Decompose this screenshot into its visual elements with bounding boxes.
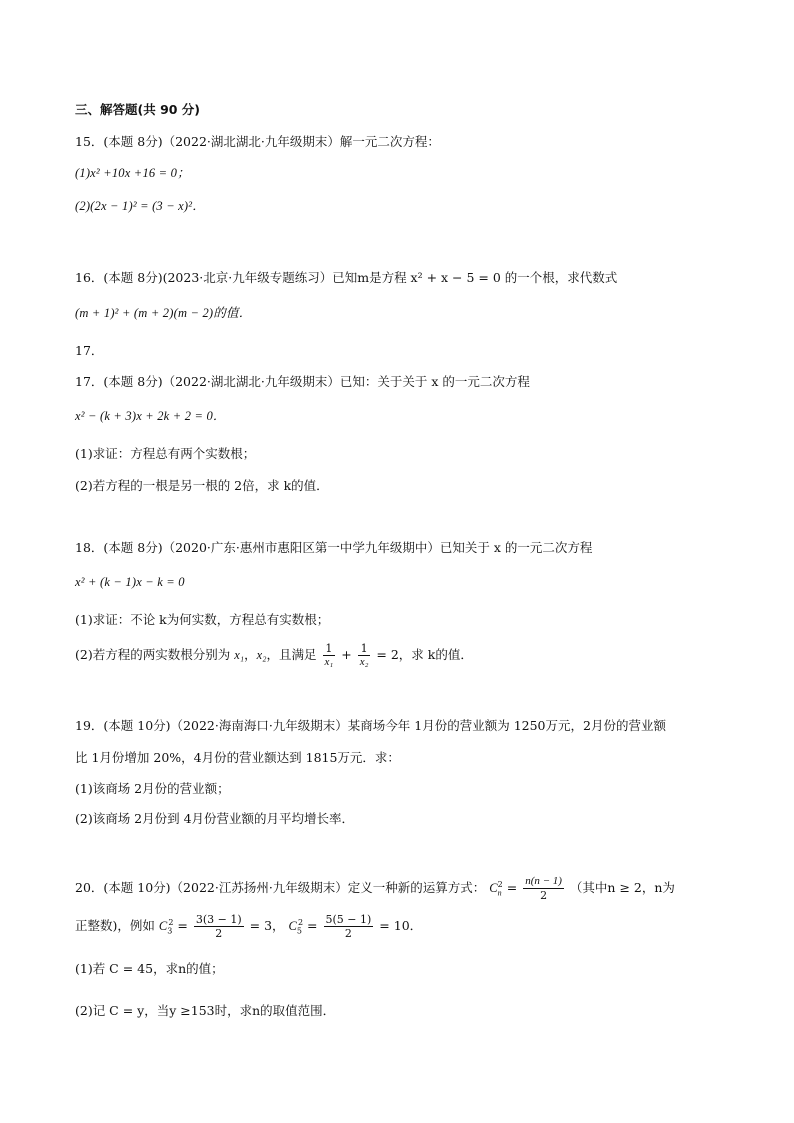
q19-line2: 比 1月份增加 20%，4月份的营业额达到 1815万元．求： — [75, 750, 400, 765]
q18-x2: x₂ — [256, 648, 267, 662]
frac-numerator: 3(3 − 1) — [195, 913, 242, 927]
q20-definition-fraction — [523, 875, 564, 902]
q18-part1: (1)求证：不论 k为何实数，方程总有实数根； — [75, 612, 330, 627]
q17-part2: (2)若方程的一根是另一根的 2倍，求 k的值． — [75, 478, 329, 493]
q18-fraction-1 — [323, 642, 336, 669]
combination-symbol: C — [288, 919, 297, 934]
q20-line2: 正整数)，例如 $C_3^2$ = $\frac{3(3 - 1)}{2}$ = 3， $C_5^2$ = $\frac{5(5 - 1)}{2}$ = 10． — [75, 913, 423, 941]
plus-sign: + — [341, 647, 352, 662]
q18-part2-text-a: (2)若方程的两实数根分别为 — [75, 647, 231, 662]
q18-part2-text-b: ，且满足 — [266, 647, 317, 662]
q17-part1: (1)求证：方程总有两个实数根； — [75, 446, 256, 461]
q20-heading: 20．(本题 10分)（2022·江苏扬州·九年级期末）定义一种新的运算方式： $C_n^2$ = $\frac{n(n - 1)}{2}$ （其中n ≥ 2，n为 — [75, 875, 675, 903]
section-title: 三、解答题(共 90 分) — [75, 102, 201, 117]
frac-numerator: 1 — [358, 642, 371, 656]
q18-heading: 18．(本题 8分)（2020·广东·惠州市惠阳区第一中学九年级期中）已知关于 x 的一元二次方程 — [75, 540, 593, 555]
frac-denominator: 2 — [344, 927, 352, 941]
q16-heading: 16．(本题 8分)(2023·北京·九年级专题练习）已知m是方程 x² + x − 5 = 0 的一个根，求代数式 — [75, 270, 618, 285]
q18-comma: ， — [244, 647, 257, 662]
q18-part2 — [75, 640, 473, 670]
q20-part2: (2)记 C = y，当y ≥153时，求n的取值范围． — [75, 1003, 336, 1018]
q20-heading-text: 20．(本题 10分)（2022·江苏扬州·九年级期末）定义一种新的运算方式： — [75, 880, 486, 896]
q15-heading: 15．(本题 8分)（2022·湖北湖北·九年级期末）解一元二次方程： — [75, 134, 440, 149]
equals-sign: = — [506, 880, 518, 896]
combination-symbol: C — [158, 919, 168, 934]
q17-number-stub: 17． — [75, 343, 104, 358]
q20-part1: (1)若 C = 45，求n的值； — [75, 961, 224, 976]
equals-sign: = — [307, 918, 318, 934]
frac-denominator: 2 — [540, 889, 548, 903]
frac-denominator: 2 — [215, 927, 223, 941]
q19-part1: (1)该商场 2月份的营业额； — [75, 781, 230, 796]
q18-equation: x² + (k − 1)x − k = 0 — [75, 575, 185, 589]
q16-line2: (m + 1)² + (m + 2)(m − 2)的值． — [75, 306, 252, 320]
q20-example1-result: = 3， — [249, 918, 285, 934]
frac-numerator: 5(5 − 1) — [325, 913, 372, 927]
q20-example2-fraction — [324, 913, 374, 940]
combination-symbol: C — [489, 881, 498, 896]
q19-heading: 19．(本题 10分)（2022·海南海口·九年级期末）某商场今年 1月份的营业额为 1250万元，2月份的营业额 — [75, 718, 666, 733]
frac-numerator: n(n − 1) — [525, 875, 562, 888]
q19-part2: (2)该商场 2月份到 4月份营业额的月平均增长率． — [75, 811, 355, 826]
q17-heading: 17．(本题 8分)（2022·湖北湖北·九年级期末）已知：关于关于 x 的一元二次方程 — [75, 374, 530, 389]
q18-fraction-2 — [358, 642, 371, 669]
q18-part2-text-c: = 2，求 k的值． — [376, 647, 473, 662]
q15-part1: (1)x² +10x +16 = 0； — [75, 166, 190, 180]
frac-denominator: x₁ — [324, 656, 334, 668]
frac-denominator: x₂ — [359, 656, 369, 668]
q18-x1: x₁ — [234, 648, 245, 662]
q20-line2-text: 正整数)，例如 — [75, 918, 155, 934]
q20-example1-fraction — [194, 913, 244, 940]
q15-part2: (2)(2x − 1)² = (3 − x)²． — [75, 199, 205, 213]
q20-example2-result: = 10． — [379, 918, 423, 934]
equals-sign: = — [177, 918, 188, 934]
frac-numerator: 1 — [323, 642, 336, 656]
q20-heading-text-b: （其中n ≥ 2，n为 — [569, 880, 675, 896]
q17-equation: x² − (k + 3)x + 2k + 2 = 0． — [75, 409, 226, 423]
